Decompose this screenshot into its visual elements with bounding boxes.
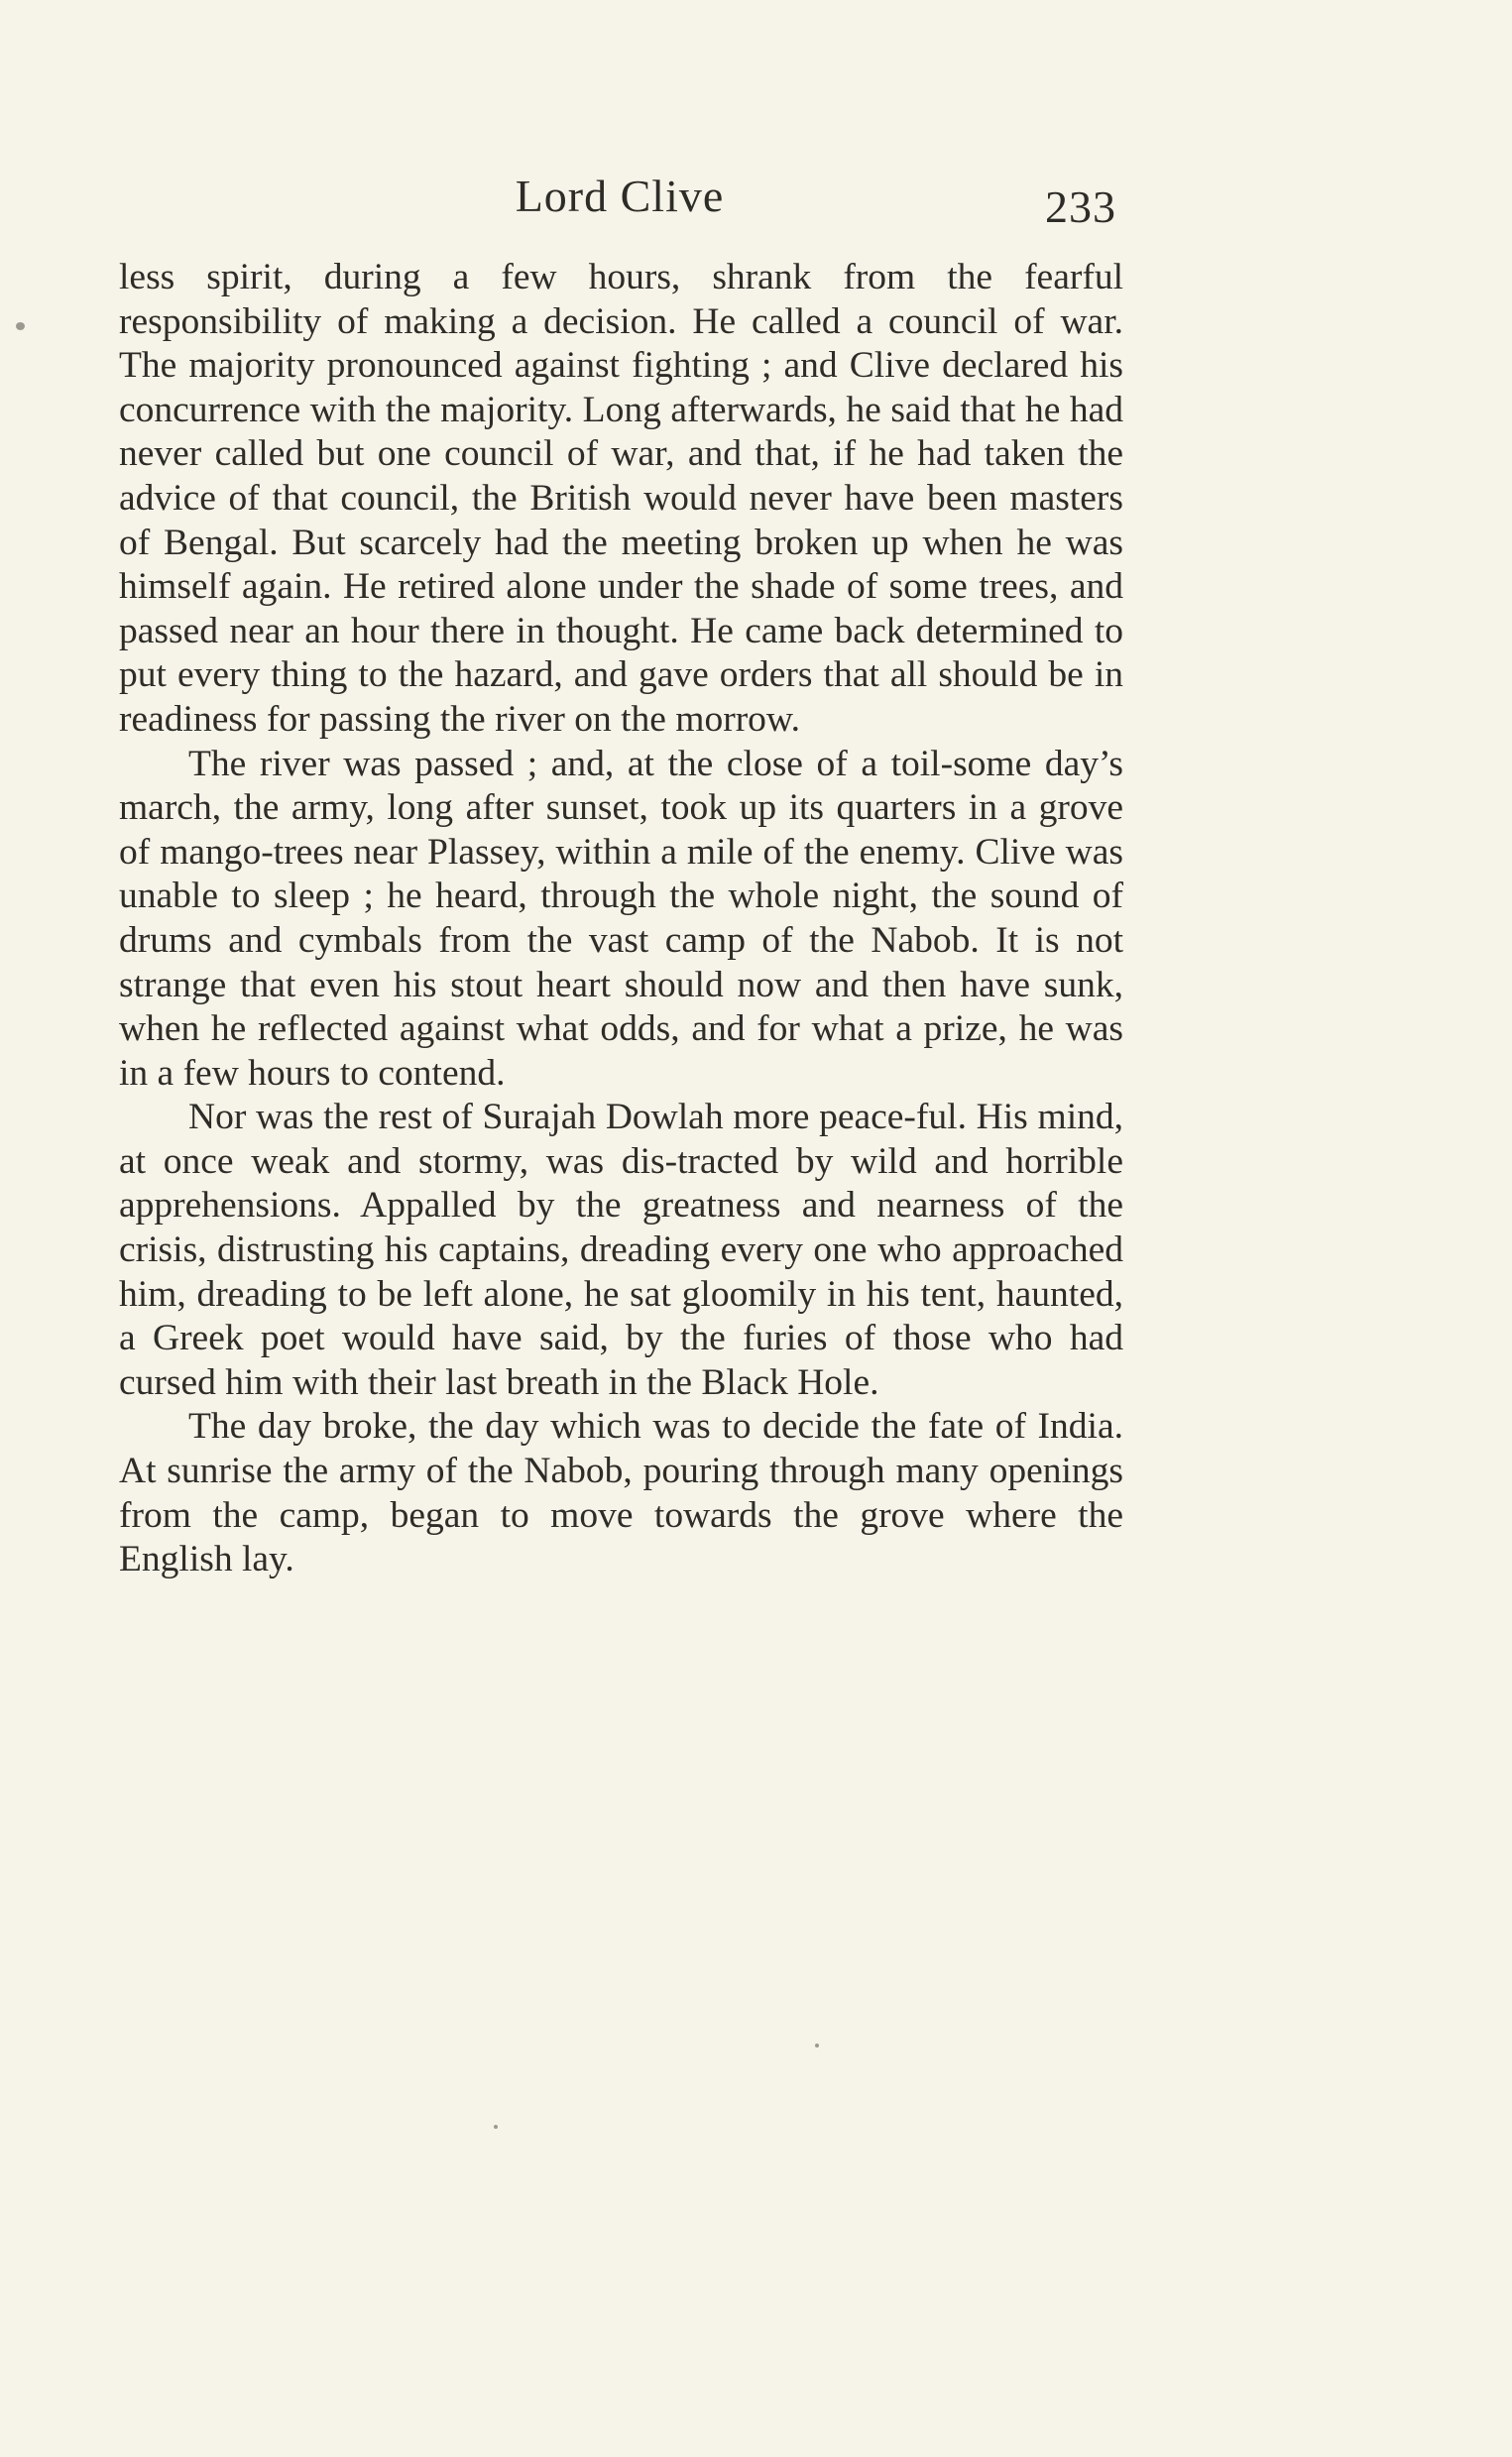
paragraph-3: Nor was the rest of Surajah Dowlah more peace-ful. His mind, at once weak and stormy, was dis-tracted by wild and horrible apprehensions. Appalled by the greatness and nearness of the crisis, distrusting his captains, dreading every one who approached him, dreading to be left alone, he sat gloomily in his tent, haunted, a Greek poet would have said, by the furies of those who had cursed him with their last breath in the Black Hole. (119, 1097, 1123, 1403)
paragraph-4: The day broke, the day which was to decide the fate of India. At sunrise the army of the Nabob, pouring through many openings from the camp, began to move towards the grove where the English lay. (119, 1406, 1123, 1580)
paragraph-1: less spirit, during a few hours, shrank from the fearful responsibility of making a decision. He called a council of war. The majority pronounced against fighting ; and Clive declared his concurrence with the majority. Long afterwards, he said that he had never called but one council of war, and that, if he had taken the advice of that council, the British would never have been masters of Bengal. But scarcely had the meeting broken up when he was himself again. He retired alone under the shade of some trees, and passed near an hour there in thought. He came back determined to put every thing to the hazard, and gave orders that all should be in readiness for passing the river on the morrow. (119, 257, 1123, 740)
running-title: Lord Clive (515, 171, 725, 221)
paper-speck (16, 322, 25, 330)
paper-speck (494, 2125, 498, 2129)
paper-speck (815, 2044, 819, 2048)
body-text (119, 256, 1123, 1582)
page-number: 233 (1045, 181, 1116, 232)
paragraph-2: The river was passed ; and, at the close of a toil-some day’s march, the army, long after sunset, took up its quarters in a grove of mango-trees near Plassey, within a mile of the enemy. Clive was unable to sleep ; he heard, through the whole night, the sound of drums and cymbals from the vast camp of the Nabob. It is not strange that even his stout heart should now and then have sunk, when he reflected against what odds, and for what a prize, he was in a few hours to contend. (119, 743, 1123, 1094)
